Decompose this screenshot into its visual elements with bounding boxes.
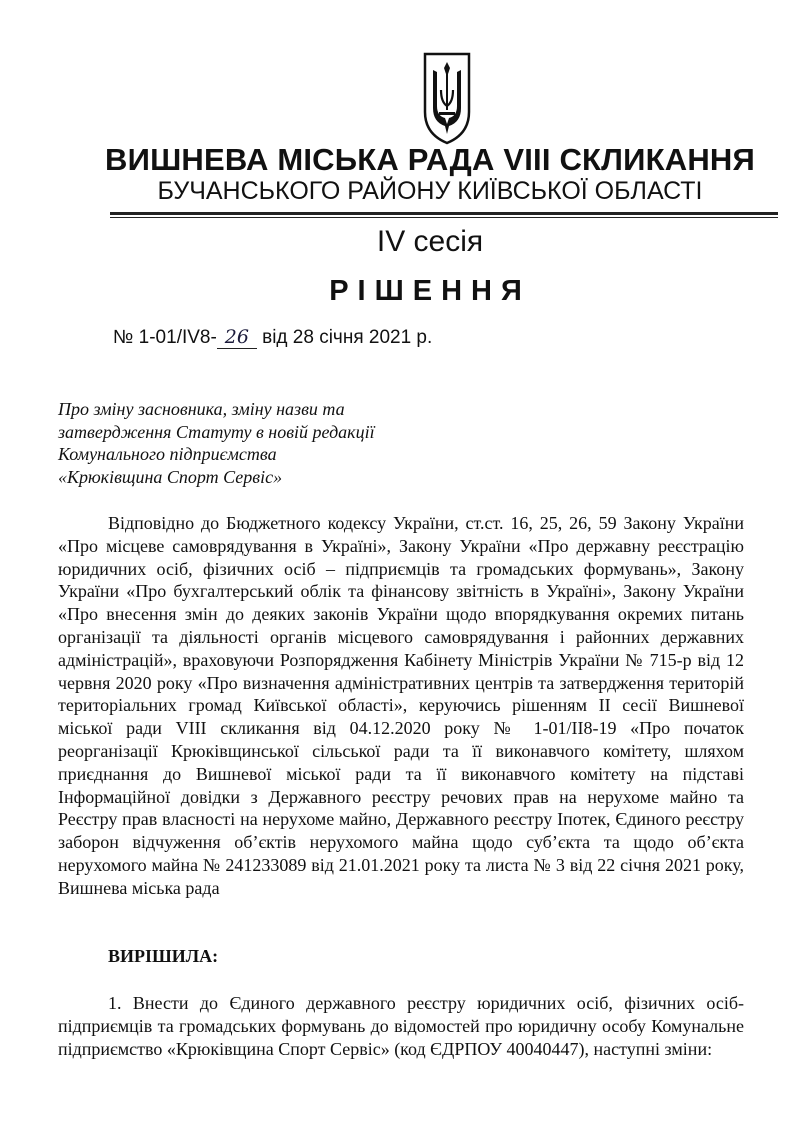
subject-line: Комунального підприємства xyxy=(58,444,277,464)
resolution-item-1: 1. Внести до Єдиного державного реєстру юридичних осіб, фізичних осіб-підприємців та громадських формувань до відомостей про юридичну особу Комунальне підприємство «Крюківщина Спорт Сервіс» (код ЄДРПОУ 40040447), наступні зміни: xyxy=(58,993,744,1059)
decision-number-prefix: № 1-01/IV8- xyxy=(113,327,217,348)
coat-of-arms-icon xyxy=(421,50,473,146)
council-subtitle: БУЧАНСЬКОГО РАЙОНУ КИЇВСЬКОЇ ОБЛАСТІ xyxy=(157,177,703,205)
header-rule-thin xyxy=(110,217,778,218)
preamble-paragraph: Відповідно до Бюджетного кодексу України, ст.ст. 16, 25, 26, 59 Закону України «Про місцеве самоврядування в Україні», Закону України «Про державну реєстрацію юридичних осіб, фізичних осіб – підприємців та громадських формувань», Закону України «Про бухгалтерський облік та фінансову звітність в Україні», Закону України «Про внесення змін до деяких законів України щодо впорядкування окремих питань організації та діяльності органів місцевого самоврядування і районних державних адміністрацій», враховуючи Розпорядження Кабінету Міністрів України № 715-р від 12 червня 2020 року «Про визначення адміністративних центрів та затвердження територій територіальних громад Київської області», керуючись рішенням II сесії Вишневої міської ради VIII скликання від 04.12.2020 року № 1-01/II8-19 «Про початок реорганізації Крюківщинської сільської ради та її виконавчого комітету, шляхом приєднання до Вишневої міської ради та її виконавчого комітету на підставі Інформаційної довідки з Державного реєстру речових прав на нерухоме майно та Реєстру прав власності на нерухоме майно, Державного реєстру Іпотек, Єдиного реєстру заборон відчуження об’єктів нерухомого майна щодо суб’єкта та щодо об’єкта нерухомого майна № 241233089 від 21.01.2021 року та листа № 3 від 22 січня 2021 року, Вишнева міська рада xyxy=(58,513,744,898)
header-rule-thick xyxy=(110,212,778,215)
decision-title: РІШЕННЯ xyxy=(329,275,531,307)
decision-date: від 28 січня 2021 р. xyxy=(256,327,433,348)
subject-line: затвердження Статуту в новій редакції xyxy=(58,421,375,442)
session-label: IV сесія xyxy=(376,225,484,258)
subject-line: «Крюківщина Спорт Сервіс» xyxy=(58,466,283,487)
council-title: ВИШНЕВА МІСЬКА РАДА VIII СКЛИКАННЯ xyxy=(105,142,755,177)
subject-line: Про зміну засновника, зміну назви та xyxy=(58,399,345,419)
handwritten-number: 26 xyxy=(217,326,257,349)
decision-number xyxy=(113,326,432,349)
resolved-heading: ВИРІШИЛА: xyxy=(108,946,219,966)
decision-subject xyxy=(58,398,438,488)
